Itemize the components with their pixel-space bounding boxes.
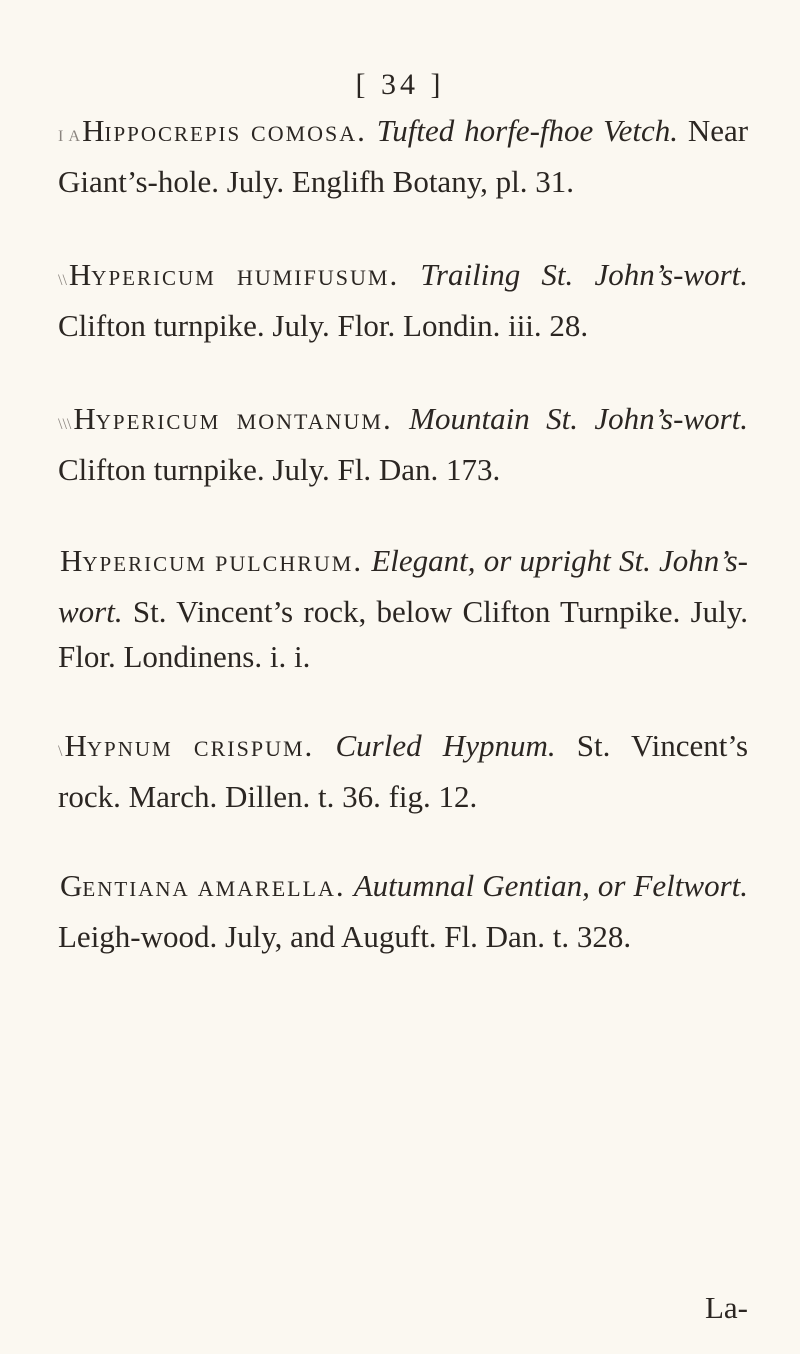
- species-name: pulchrum.: [215, 543, 364, 578]
- catchword: La-: [704, 1290, 748, 1325]
- entry-hypericum-pulchrum: [58, 538, 748, 679]
- species-name: crispum.: [193, 728, 315, 763]
- genus-initial: H: [82, 113, 105, 148]
- margin-mark: \: [58, 743, 63, 760]
- genus-initial: G: [60, 868, 83, 903]
- species-name: humifusum.: [236, 257, 400, 292]
- common-name: Mountain St. John’s-wort.: [409, 401, 748, 436]
- entry-hippocrepis-comosa: [58, 108, 748, 204]
- margin-mark: \\\: [58, 416, 72, 433]
- species-name: amarella.: [197, 868, 346, 903]
- common-name: Trailing St. John’s-wort.: [420, 257, 749, 292]
- common-name: Elegant, or upright St. John’s-wort.: [58, 543, 748, 629]
- entry-text: Near Giant’s-hole. July. Englifh Botany, pl. 31.: [58, 113, 749, 199]
- genus-initial: H: [60, 543, 83, 578]
- page-number: [ 34 ]: [355, 68, 445, 101]
- entry-text: St. Vincent’s rock, below Clifton Turnpike. July. Flor. Londinens. i. i.: [58, 594, 748, 674]
- common-name: Curled Hypnum.: [335, 728, 556, 763]
- genus-initial: H: [73, 401, 96, 436]
- entry-list: [58, 108, 748, 1005]
- entry-text: Leigh-wood. July, and Auguft. Fl. Dan. t. 328.: [58, 919, 632, 954]
- entry-hypericum-humifusum: [58, 252, 748, 348]
- genus-initial: H: [64, 728, 87, 763]
- genus-name: entiana: [82, 870, 190, 903]
- margin-mark: \\: [58, 272, 67, 289]
- entry-text: Clifton turnpike. July. Flor. Londin. iii. 28.: [58, 308, 589, 343]
- genus-name: ypnum: [86, 730, 173, 763]
- common-name: Autumnal Gentian, or Feltwort.: [353, 868, 748, 903]
- species-name: comosa.: [251, 113, 367, 148]
- genus-name: ypericum: [82, 545, 207, 578]
- entry-hypericum-montanum: [58, 396, 748, 492]
- genus-name: ypericum: [91, 259, 216, 292]
- margin-mark: I A: [58, 128, 81, 145]
- species-name: montanum.: [236, 401, 393, 436]
- common-name: Tufted horfe-fhoe Vetch.: [376, 113, 678, 148]
- entry-gentiana-amarella: [58, 863, 748, 959]
- genus-name: ypericum: [95, 403, 221, 436]
- genus-name: ippocrepis: [104, 115, 242, 148]
- entry-text: St. Vincent’s rock. March. Dillen. t. 36. fig. 12.: [58, 728, 749, 814]
- entry-hypnum-crispum: [58, 723, 748, 819]
- genus-initial: H: [68, 257, 92, 292]
- entry-text: Clifton turnpike. July. Fl. Dan. 173.: [58, 452, 501, 487]
